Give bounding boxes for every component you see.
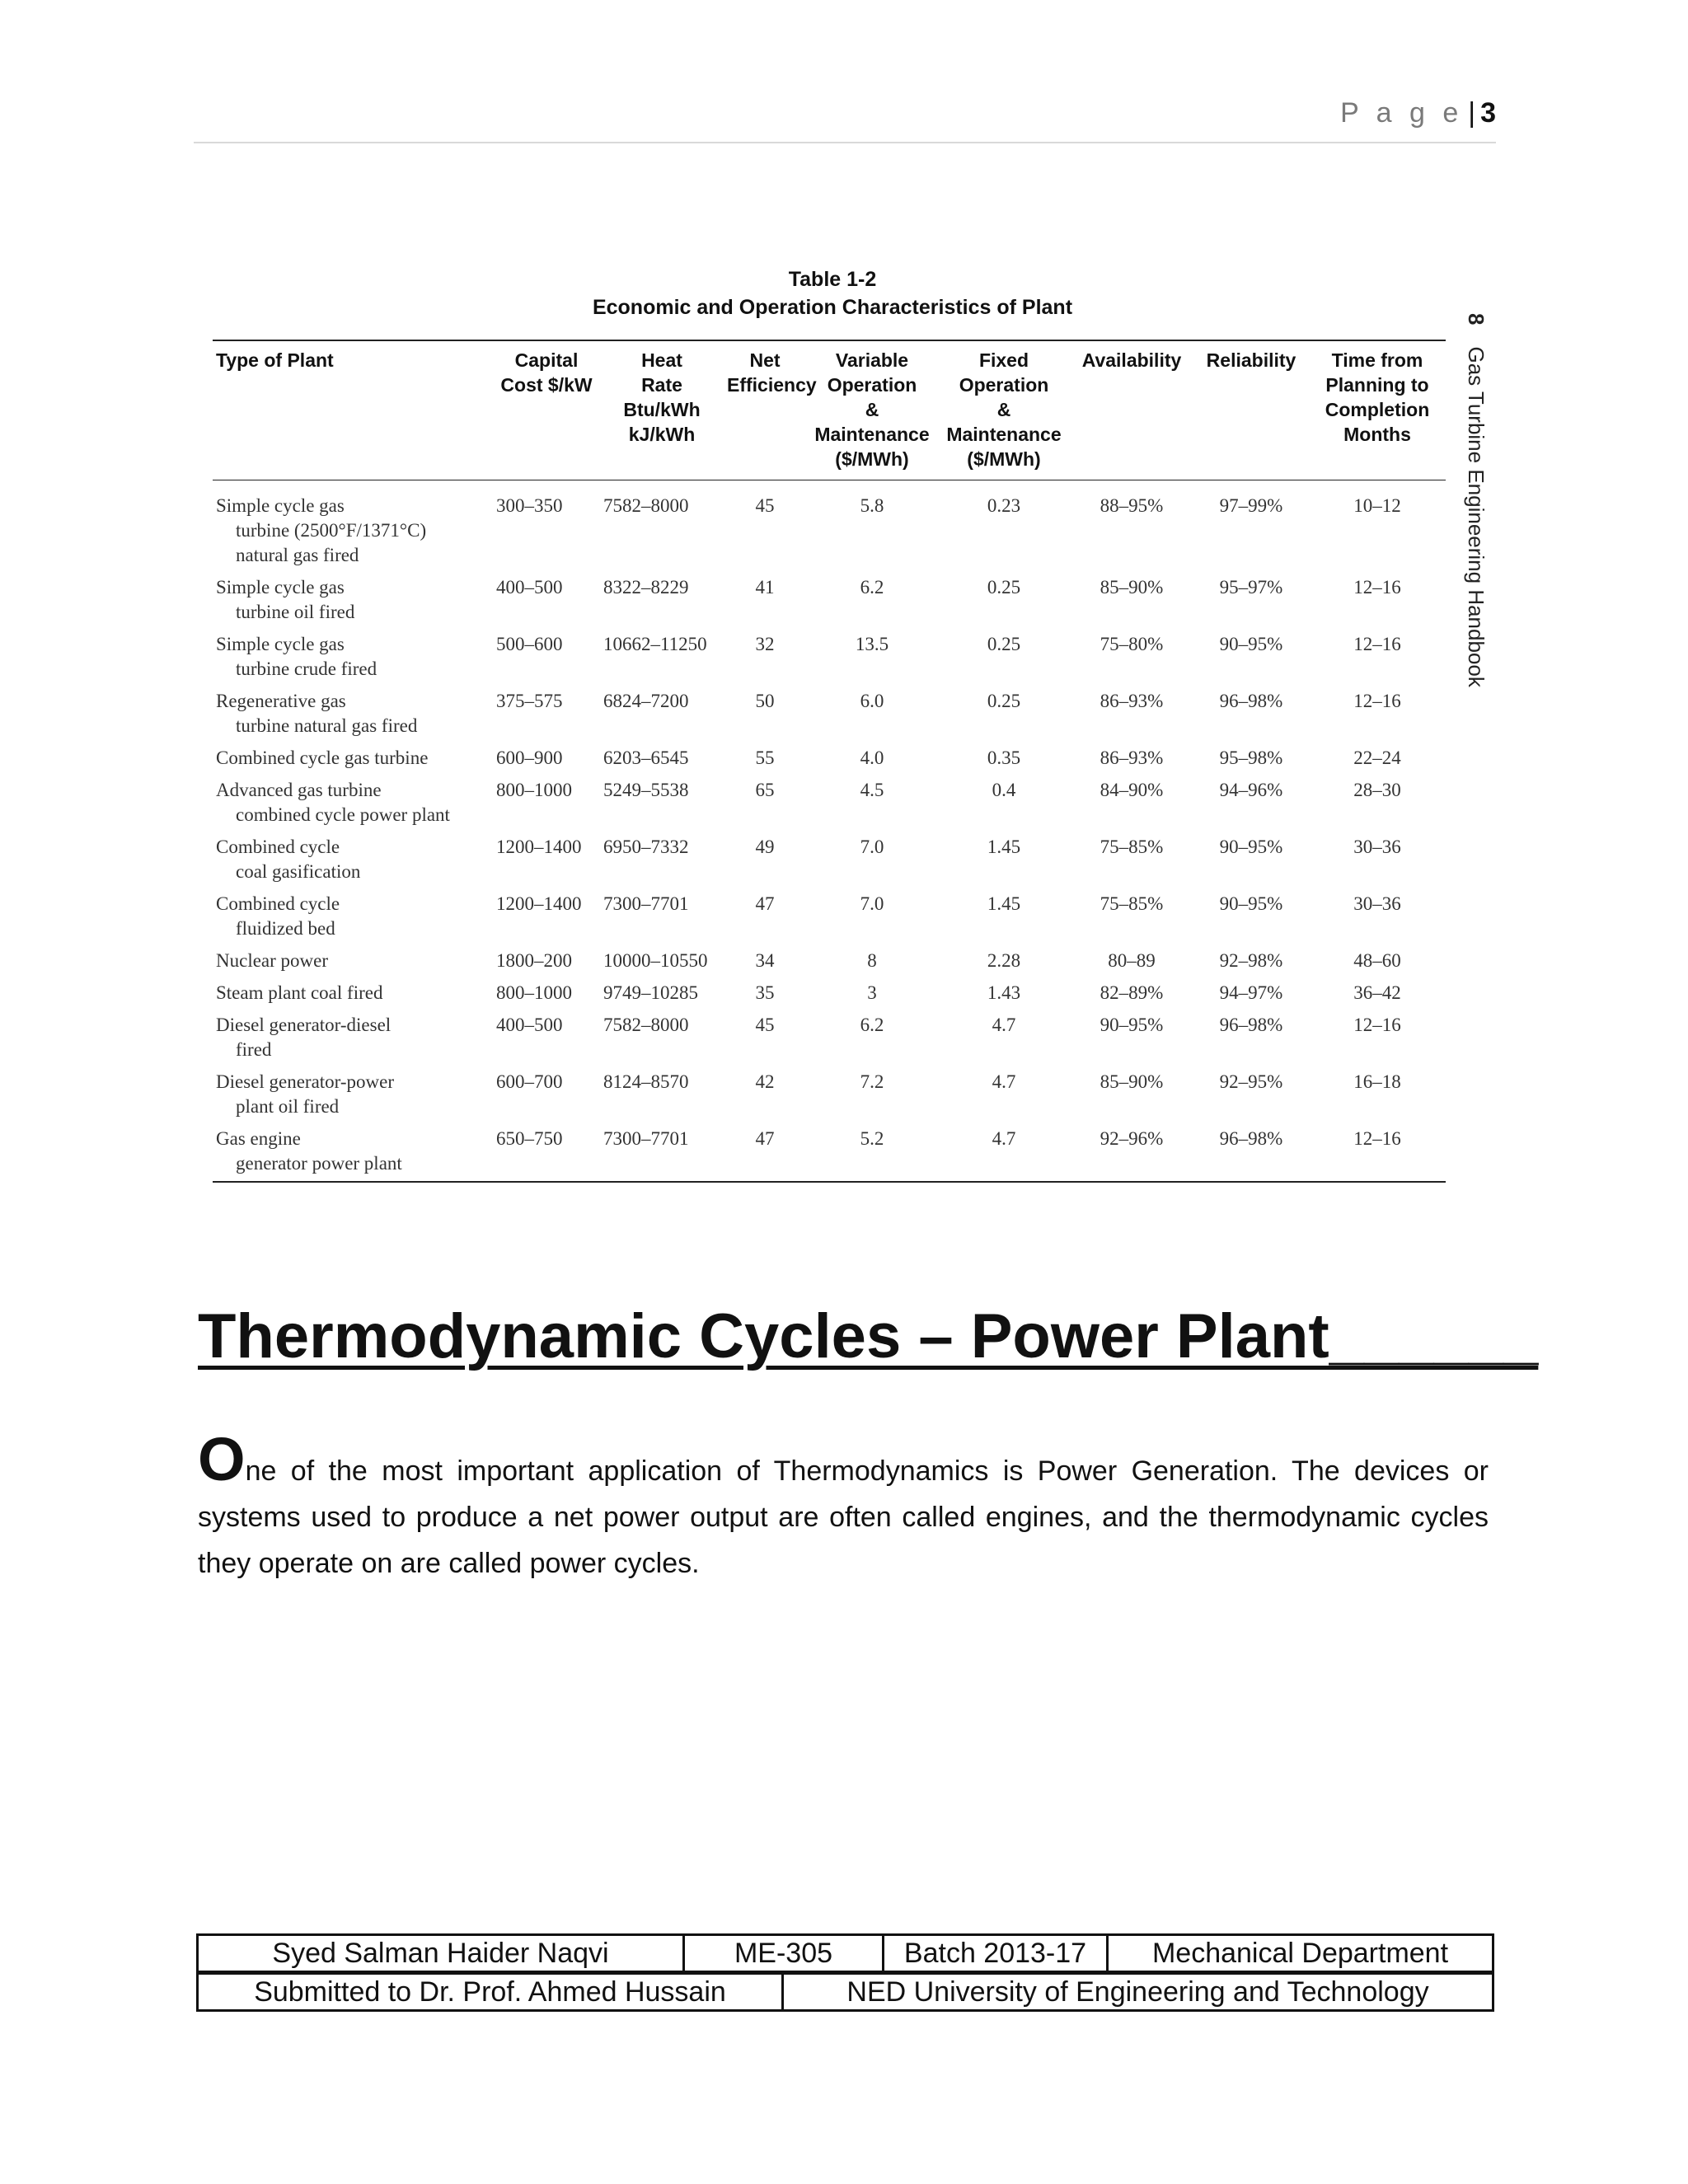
variable-om-cell: 7.0 — [860, 893, 884, 914]
footer-table-row1 — [196, 1933, 1494, 1973]
time-cell: 10–12 — [1353, 495, 1401, 516]
plant-type-line: plant oil fired — [236, 1096, 340, 1117]
net-efficiency-cell: 65 — [755, 780, 775, 800]
footer-department: Mechanical Department — [1108, 1935, 1493, 1972]
plant-type-line: Steam plant coal fired — [216, 982, 383, 1003]
table-row — [213, 889, 1446, 946]
net-efficiency-cell: 47 — [755, 893, 775, 914]
time-cell: 22–24 — [1353, 748, 1401, 768]
variable-om-cell: 5.8 — [860, 495, 884, 516]
time-cell: 16–18 — [1353, 1071, 1401, 1092]
variable-om-cell: 4.0 — [860, 748, 884, 768]
side-page-number: 8 — [1464, 313, 1489, 326]
page-number-label — [1340, 97, 1496, 129]
col-type-header: Type of Plant — [216, 349, 334, 371]
heat-rate-cell: 9749–10285 — [603, 982, 698, 1003]
plant-type-line: Combined cycle gas turbine — [216, 748, 429, 768]
time-cell: 12–16 — [1353, 691, 1401, 711]
plant-type-line: Simple cycle gas — [216, 495, 345, 516]
plant-type-line: natural gas fired — [236, 545, 359, 565]
table-row — [213, 978, 1446, 1010]
reliability-cell: 95–98% — [1219, 748, 1283, 768]
capital-cost-cell: 1200–1400 — [496, 837, 582, 857]
table-caption — [214, 265, 1451, 321]
net-efficiency-cell: 32 — [755, 634, 775, 654]
table-number: Table 1-2 — [788, 268, 877, 291]
plant-type-line: Combined cycle — [216, 893, 340, 914]
availability-cell: 86–93% — [1100, 691, 1164, 711]
availability-cell: 88–95% — [1100, 495, 1164, 516]
heat-rate-cell: 5249–5538 — [603, 780, 689, 800]
time-cell: 48–60 — [1353, 950, 1401, 971]
footer-batch: Batch 2013-17 — [884, 1935, 1108, 1972]
net-efficiency-cell: 49 — [755, 837, 775, 857]
availability-cell: 80–89 — [1108, 950, 1156, 971]
page-label: P a g e — [1340, 97, 1464, 129]
page-number: 3 — [1480, 97, 1496, 129]
table-header-row — [213, 340, 1446, 480]
footer-author: Syed Salman Haider Naqvi — [198, 1935, 684, 1972]
heat-rate-cell: 6203–6545 — [603, 748, 689, 768]
reliability-cell: 90–95% — [1219, 634, 1283, 654]
plant-type-cell — [213, 1067, 493, 1124]
table-row — [213, 776, 1446, 832]
time-cell: 12–16 — [1353, 634, 1401, 654]
heat-rate-cell: 7582–8000 — [603, 495, 689, 516]
reliability-cell: 95–97% — [1219, 577, 1283, 598]
heat-rate-cell: 8124–8570 — [603, 1071, 689, 1092]
table-row — [213, 743, 1446, 776]
table-row — [213, 480, 1446, 574]
fixed-om-cell: 4.7 — [992, 1071, 1016, 1092]
variable-om-cell: 3 — [867, 982, 877, 1003]
time-cell: 30–36 — [1353, 893, 1401, 914]
plant-type-line: Advanced gas turbine — [216, 780, 382, 800]
time-cell: 30–36 — [1353, 837, 1401, 857]
footer-university: NED University of Engineering and Technology — [783, 1974, 1493, 2011]
net-efficiency-cell: 45 — [755, 495, 775, 516]
time-cell: 12–16 — [1353, 1128, 1401, 1149]
net-efficiency-cell: 45 — [755, 1015, 775, 1035]
availability-cell: 86–93% — [1100, 748, 1164, 768]
paragraph-text: ne of the most important application of Thermodynamics is Power Generation. The devices or systems used to produce a net power output are often called engines, and the thermodynamic cycles they operate on are called power cycles. — [198, 1455, 1489, 1579]
variable-om-cell: 6.0 — [860, 691, 884, 711]
heat-rate-cell: 7582–8000 — [603, 1015, 689, 1035]
reliability-cell: 96–98% — [1219, 1015, 1283, 1035]
table-row — [213, 1010, 1446, 1067]
heat-rate-cell: 8322–8229 — [603, 577, 689, 598]
heat-rate-cell: 6950–7332 — [603, 837, 689, 857]
fixed-om-cell: 2.28 — [987, 950, 1021, 971]
table-row — [213, 573, 1446, 630]
plant-type-cell — [213, 978, 493, 1010]
plant-type-cell — [213, 1124, 493, 1182]
footer-table-row2 — [196, 1972, 1494, 2012]
plant-type-cell — [213, 832, 493, 889]
col-reliability-header: Reliability — [1206, 349, 1296, 371]
capital-cost-cell: 400–500 — [496, 1015, 563, 1035]
availability-cell: 82–89% — [1100, 982, 1164, 1003]
net-efficiency-cell: 55 — [755, 748, 775, 768]
variable-om-cell: 8 — [867, 950, 877, 971]
plant-type-cell — [213, 573, 493, 630]
reliability-cell: 97–99% — [1219, 495, 1283, 516]
availability-cell: 92–96% — [1100, 1128, 1164, 1149]
heat-rate-cell: 10000–10550 — [603, 950, 708, 971]
capital-cost-cell: 1800–200 — [496, 950, 572, 971]
drop-cap: O — [198, 1425, 246, 1493]
capital-cost-cell: 500–600 — [496, 634, 563, 654]
col-time-header: Time from Planning to Completion Months — [1325, 349, 1430, 445]
footer-course: ME-305 — [684, 1935, 884, 1972]
col-variable-om-header: Variable Operation & Maintenance ($/MWh) — [814, 349, 930, 470]
reliability-cell: 90–95% — [1219, 893, 1283, 914]
time-cell: 36–42 — [1353, 982, 1401, 1003]
heat-rate-cell: 10662–11250 — [603, 634, 707, 654]
col-availability-header: Availability — [1081, 349, 1182, 371]
variable-om-cell: 6.2 — [860, 577, 884, 598]
plant-type-line: Regenerative gas — [216, 691, 346, 711]
capital-cost-cell: 300–350 — [496, 495, 563, 516]
fixed-om-cell: 1.43 — [987, 982, 1021, 1003]
plant-type-line: Gas engine — [216, 1128, 301, 1149]
footer-submitted-to: Submitted to Dr. Prof. Ahmed Hussain — [198, 1974, 783, 2011]
capital-cost-cell: 650–750 — [496, 1128, 563, 1149]
fixed-om-cell: 1.45 — [987, 893, 1021, 914]
heat-rate-cell: 6824–7200 — [603, 691, 689, 711]
plant-type-line: coal gasification — [236, 861, 361, 882]
plant-type-line: Diesel generator-power — [216, 1071, 395, 1092]
page-separator: | — [1468, 97, 1476, 129]
heat-rate-cell: 7300–7701 — [603, 1128, 689, 1149]
reliability-cell: 90–95% — [1219, 837, 1283, 857]
fixed-om-cell: 1.45 — [987, 837, 1021, 857]
reliability-cell: 94–97% — [1219, 982, 1283, 1003]
table-title: Economic and Operation Characteristics of Plant — [592, 296, 1073, 319]
variable-om-cell: 7.2 — [860, 1071, 884, 1092]
plant-type-cell — [213, 480, 493, 574]
col-net-efficiency-header: Net Efficiency — [727, 349, 817, 396]
net-efficiency-cell: 41 — [755, 577, 775, 598]
net-efficiency-cell: 42 — [755, 1071, 775, 1092]
plant-type-line: Nuclear power — [216, 950, 329, 971]
plant-type-cell — [213, 1010, 493, 1067]
table-row — [213, 630, 1446, 687]
fixed-om-cell: 0.4 — [992, 780, 1016, 800]
availability-cell: 75–85% — [1100, 893, 1164, 914]
plant-type-cell — [213, 743, 493, 776]
page-header — [194, 97, 1496, 143]
variable-om-cell: 7.0 — [860, 837, 884, 857]
net-efficiency-cell: 35 — [755, 982, 775, 1003]
plant-type-line: Diesel generator-diesel — [216, 1015, 392, 1035]
plant-type-cell — [213, 946, 493, 978]
plant-type-line: combined cycle power plant — [236, 804, 450, 825]
capital-cost-cell: 1200–1400 — [496, 893, 582, 914]
availability-cell: 85–90% — [1100, 1071, 1164, 1092]
plant-type-line: generator power plant — [236, 1153, 402, 1174]
plant-type-line: turbine oil fired — [236, 602, 355, 622]
fixed-om-cell: 0.25 — [987, 634, 1021, 654]
plant-type-line: Simple cycle gas — [216, 634, 345, 654]
net-efficiency-cell: 47 — [755, 1128, 775, 1149]
capital-cost-cell: 800–1000 — [496, 780, 572, 800]
col-heat-rate-header: Heat Rate Btu/kWh kJ/kWh — [623, 349, 701, 445]
variable-om-cell: 6.2 — [860, 1015, 884, 1035]
plant-characteristics-table — [213, 340, 1446, 1183]
reliability-cell: 96–98% — [1219, 1128, 1283, 1149]
plant-type-line: fluidized bed — [236, 918, 335, 939]
heat-rate-cell: 7300–7701 — [603, 893, 689, 914]
capital-cost-cell: 600–900 — [496, 748, 563, 768]
time-cell: 12–16 — [1353, 577, 1401, 598]
table-row — [213, 832, 1446, 889]
variable-om-cell: 13.5 — [855, 634, 889, 654]
plant-type-line: turbine (2500°F/1371°C) — [236, 520, 427, 541]
plant-type-cell — [213, 687, 493, 743]
col-fixed-om-header: Fixed Operation & Maintenance ($/MWh) — [946, 349, 1062, 470]
capital-cost-cell: 800–1000 — [496, 982, 572, 1003]
capital-cost-cell: 400–500 — [496, 577, 563, 598]
plant-type-line: Combined cycle — [216, 837, 340, 857]
plant-type-line: turbine natural gas fired — [236, 715, 418, 736]
plant-type-line: fired — [236, 1039, 272, 1060]
section-title: Thermodynamic Cycles – Power Plant______ — [198, 1301, 1539, 1371]
fixed-om-cell: 0.23 — [987, 495, 1021, 516]
net-efficiency-cell: 50 — [755, 691, 775, 711]
side-book-title: Gas Turbine Engineering Handbook — [1464, 346, 1489, 687]
net-efficiency-cell: 34 — [755, 950, 775, 971]
capital-cost-cell: 375–575 — [496, 691, 563, 711]
availability-cell: 85–90% — [1100, 577, 1164, 598]
availability-cell: 75–80% — [1100, 634, 1164, 654]
variable-om-cell: 5.2 — [860, 1128, 884, 1149]
availability-cell: 90–95% — [1100, 1015, 1164, 1035]
intro-paragraph — [198, 1425, 1489, 1586]
fixed-om-cell: 4.7 — [992, 1128, 1016, 1149]
table-row — [213, 1124, 1446, 1182]
availability-cell: 75–85% — [1100, 837, 1164, 857]
time-cell: 12–16 — [1353, 1015, 1401, 1035]
availability-cell: 84–90% — [1100, 780, 1164, 800]
table-row — [213, 1067, 1446, 1124]
side-caption — [1463, 313, 1489, 687]
plant-type-cell — [213, 630, 493, 687]
plant-type-cell — [213, 889, 493, 946]
reliability-cell: 94–96% — [1219, 780, 1283, 800]
fixed-om-cell: 0.25 — [987, 577, 1021, 598]
reliability-cell: 92–95% — [1219, 1071, 1283, 1092]
reliability-cell: 92–98% — [1219, 950, 1283, 971]
table-row — [213, 946, 1446, 978]
plant-type-line: Simple cycle gas — [216, 577, 345, 598]
reliability-cell: 96–98% — [1219, 691, 1283, 711]
time-cell: 28–30 — [1353, 780, 1401, 800]
variable-om-cell: 4.5 — [860, 780, 884, 800]
fixed-om-cell: 0.25 — [987, 691, 1021, 711]
col-capital-cost-header: Capital Cost $/kW — [500, 349, 593, 396]
fixed-om-cell: 0.35 — [987, 748, 1021, 768]
plant-type-cell — [213, 776, 493, 832]
table-row — [213, 687, 1446, 743]
plant-type-line: turbine crude fired — [236, 658, 377, 679]
fixed-om-cell: 4.7 — [992, 1015, 1016, 1035]
capital-cost-cell: 600–700 — [496, 1071, 563, 1092]
